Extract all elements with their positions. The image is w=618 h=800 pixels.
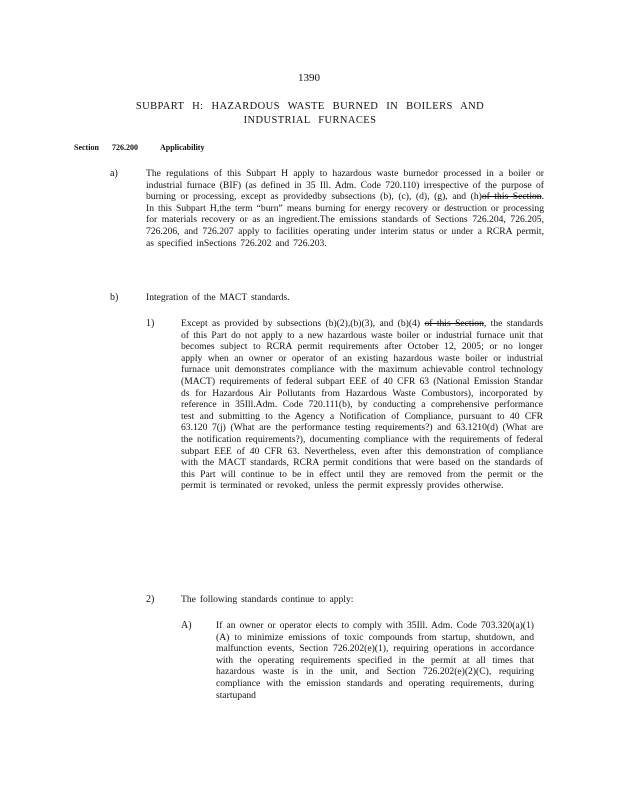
title-line-1: SUBPART H: HAZARDOUS WASTE BURNED IN BOILERS AND — [135, 101, 485, 112]
section-label: Section — [74, 143, 99, 152]
subsection-b2-label: 2) — [146, 594, 155, 605]
subsection-b2A-label: A) — [181, 620, 192, 631]
subsection-b1-label: 1) — [146, 318, 155, 329]
section-heading: Applicability — [160, 143, 205, 152]
subsection-a-label: a) — [110, 168, 118, 179]
subsection-a-text — [146, 168, 544, 249]
subsection-a-text-before: The regulations of this Subpart H apply to hazardous waste burnedor processed in a boiler or industrial furnace (BIF) (as defined in 35 Ill. Adm. Code 720.110) irrespective of the purpose of burning or processing, except as providedby subsections (b), (c), (d), (g), and (h) — [146, 168, 544, 203]
strikethrough-text: of this Section — [481, 191, 542, 203]
subsection-b2-text: The following standards continue to apply: — [181, 594, 354, 605]
strikethrough-text: of this Section — [424, 318, 484, 329]
subsection-a-text-after: . In this Subpart H,the term “burn” means burning for energy recovery or destruction or processing for materials recovery or as an ingredient.The emissions standards of Sections 726.204, 726.205, 726.206, and 726.207 apply to facilities operating under interim status or under a RCRA permit, as specified inSections 726.202 and 726.203. — [146, 191, 544, 249]
subsection-b-label: b) — [110, 292, 119, 303]
page-number: 1390 — [298, 72, 320, 84]
title-line-2: INDUSTRIAL FURNACES — [243, 115, 377, 126]
subsection-b2A-text: If an owner or operator elects to comply with 35Ill. Adm. Code 703.320(a)(1)(A) to minimize emissions of toxic compounds from startup, shutdown, and malfunction events, Section 726.202(e)(1), requiring operations in accordance with the operating requirements specified in the permit at all times that hazardous waste is in the unit, and Section 726.202(e)(2)(C), requiring compliance with the emission standards and operating requirements, during startupand — [216, 620, 534, 701]
subsection-b-text: Integration of the MACT standards. — [146, 292, 290, 303]
subsection-b1-text-after: , the standards of this Part do not apply to a new hazardous waste boiler or industrial furnace unit that becomes subject to RCRA permit requirements after October 12, 2005; or no longer apply when an owner or operator of an existing hazardous waste boiler or industrial furnace unit demonstrates compliance with the maximum achievable control technology (MACT) requirements of federal subpart EEE of 40 CFR 63 (National Emission Standar ds for Hazardous Air Pollutants from Hazardous Waste Combustors), incorporated by reference in 35Ill.Adm. Code 720.111(b), by conducting a comprehensive performance test and submitting to the Agency a Notification of Compliance, pursuant to 40 CFR 63.120 7(j) (What are the performance testing requirements?) and 63.1210(d) (What are the notification requirements?), documenting compliance with the requirements of federal subpart EEE of 40 CFR 63. Nevertheless, even after this demonstration of compliance with the MACT standards, RCRA permit conditions that were based on the standards of this Part will continue to be in effect until they are removed from the permit or the permit is terminated or revoked, unless the permit expressly provides otherwise. — [181, 318, 544, 492]
section-number: 726.200 — [112, 143, 138, 152]
subsection-b1-text — [181, 318, 543, 492]
subsection-b1-text-before: Except as provided by subsections (b)(2),(b)(3), and (b)(4) — [181, 318, 425, 329]
subpart-title — [110, 100, 510, 128]
